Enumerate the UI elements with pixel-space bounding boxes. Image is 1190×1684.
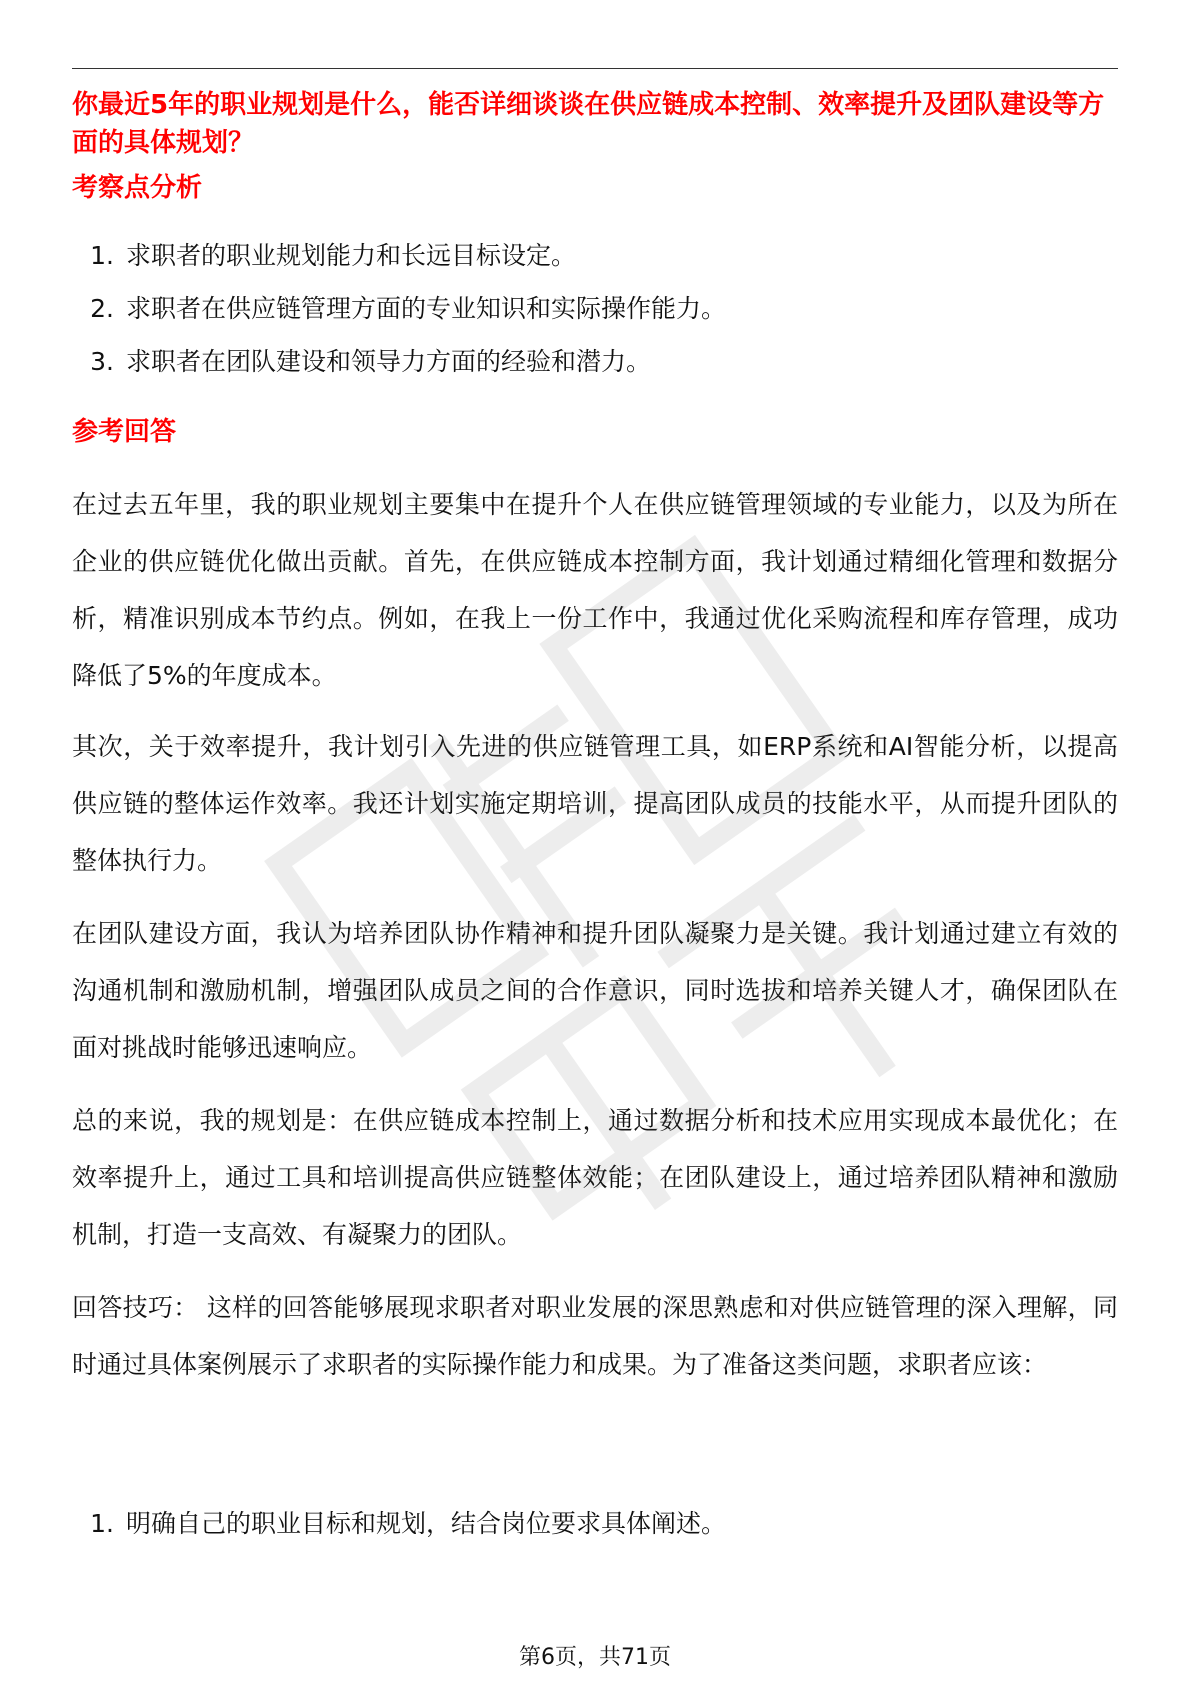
answer-paragraph: 总的来说，我的规划是：在供应链成本控制上，通过数据分析和技术应用实现成本最优化；在效率提升上，通过工具和培训提高供应链整体效能；在团队建设上，通过培养团队精神和激励机制，打造一支高效、有凝聚力的团队。 [72, 1106, 1118, 1249]
list-item-text: 明确自己的职业目标和规划，结合岗位要求具体阐述。 [126, 1509, 727, 1538]
list-item-number: 3. [90, 347, 114, 376]
list-item-text: 求职者在团队建设和领导力方面的经验和潜力。 [126, 347, 652, 376]
list-item-text: 求职者在供应链管理方面的专业知识和实际操作能力。 [126, 294, 727, 323]
top-rule [72, 68, 1118, 69]
analysis-section-title: 考察点分析 [72, 173, 203, 203]
question-heading: 你最近5年的职业规划是什么，能否详细谈谈在供应链成本控制、效率提升及团队建设等方面的具体规划？ [72, 90, 1105, 158]
list-item [72, 344, 651, 380]
list-item-text: 求职者的职业规划能力和长远目标设定。 [126, 241, 577, 270]
page-number: 第6页，共71页 [519, 1645, 671, 1670]
list-item-number: 1. [90, 241, 114, 270]
answer-paragraph: 在团队建设方面，我认为培养团队协作精神和提升团队凝聚力是关键。我计划通过建立有效的沟通机制和激励机制，增强团队成员之间的合作意识，同时选拔和培养关键人才，确保团队在面对挑战时能够迅速响应。 [72, 919, 1118, 1062]
list-item-number: 1. [90, 1509, 114, 1538]
list-item [72, 291, 726, 327]
list-item-number: 2. [90, 294, 114, 323]
answer-paragraph: 其次，关于效率提升，我计划引入先进的供应链管理工具，如ERP系统和AI智能分析，以提高供应链的整体运作效率。我还计划实施定期培训，提高团队成员的技能水平，从而提升团队的整体执行力。 [72, 732, 1118, 875]
tips-paragraph: 回答技巧： 这样的回答能够展现求职者对职业发展的深思熟虑和对供应链管理的深入理解，同时通过具体案例展示了求职者的实际操作能力和成果。为了准备这类问题，求职者应该： [72, 1293, 1118, 1379]
answer-section-title: 参考回答 [72, 417, 177, 447]
list-item [72, 238, 576, 274]
list-item [72, 1506, 726, 1542]
answer-paragraph: 在过去五年里，我的职业规划主要集中在提升个人在供应链管理领域的专业能力，以及为所在企业的供应链优化做出贡献。首先，在供应链成本控制方面，我计划通过精细化管理和数据分析，精准识别成本节约点。例如，在我上一份工作中，我通过优化采购流程和库存管理，成功降低了5%的年度成本。 [72, 490, 1118, 690]
